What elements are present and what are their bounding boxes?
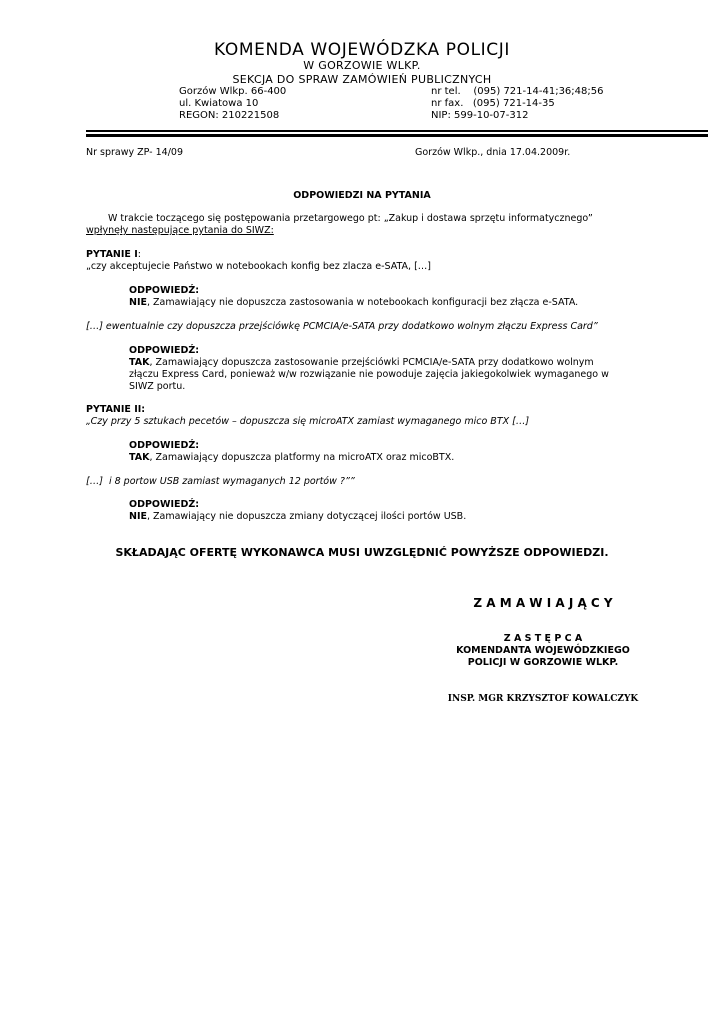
signature-office-line2: POLICJI W GORZOWIE WLKP. [467, 657, 619, 668]
place-date: Gorzów Wlkp., dnia 17.04.2009r. [415, 147, 571, 158]
answer-1-lead: NIE [129, 297, 147, 308]
signature-role: Z A M A W I A J Ą C Y [473, 596, 613, 610]
question-2b-text: […] i 8 portow USB zamiast wymaganych 12 portów ?”” [86, 476, 355, 487]
address-regon: REGON: 210221508 [179, 110, 280, 121]
intro-text: W trakcie toczącego się postępowania przetargowego pt: „Zakup i dostawa sprzętu informatycznego” [108, 213, 593, 224]
address-city: Gorzów Wlkp. 66-400 [179, 86, 287, 97]
answer-2b-lead: NIE [129, 511, 147, 522]
question-1-text: „czy akceptujecie Państwo w notebookach konfig bez zlacza e-SATA, […] [86, 261, 432, 272]
answer-2b-text [129, 511, 466, 523]
answer-2-lead: TAK [129, 452, 150, 463]
answer-2b-label: ODPOWIEDŹ: [129, 499, 200, 510]
document-title: ODPOWIEDZI NA PYTANIA [293, 190, 431, 201]
answer-2-text [129, 452, 454, 464]
institution-section: SEKCJA DO SPRAW ZAMÓWIEŃ PUBLICZNYCH [232, 73, 492, 86]
intro-underlined: wpłynęły następujące pytania do SIWZ: [86, 225, 274, 236]
header-divider-thin [86, 130, 708, 132]
notice: SKŁADAJĄC OFERTĘ WYKONAWCA MUSI UWZGLĘDNIĆ POWYŻSZE ODPOWIEDZI. [115, 546, 609, 559]
question-2-text: „Czy przy 5 sztukach pecetów – dopuszcza się microATX zamiast wymaganego mico BTX […] [86, 416, 530, 427]
signature-name: INSP. MGR KRZYSZTOF KOWALCZYK [447, 694, 639, 704]
case-number: Nr sprawy ZP- 14/09 [86, 147, 184, 158]
question-2-label: PYTANIE II: [86, 404, 146, 415]
question-1-heading [86, 249, 141, 261]
question-1b-text: […] ewentualnie czy dopuszcza przejściówkę PCMCIA/e-SATA przy dodatkowo wolnym złączu Express Card” [86, 321, 598, 332]
answer-1b-line1 [129, 357, 594, 369]
signature-office-line1: KOMENDANTA WOJEWÓDZKIEGO [456, 645, 630, 656]
contact-fax: nr fax. (095) 721-14-35 [431, 98, 555, 109]
answer-1b-line2: złączu Express Card, ponieważ w/w rozwiązanie nie powoduje zajęcia jakiegokolwiek wymaganego w [129, 369, 609, 380]
header-divider-thick [86, 134, 708, 137]
answer-1b-label: ODPOWIEDŹ: [129, 345, 200, 356]
question-1-colon: : [137, 249, 141, 260]
answer-1-label: ODPOWIEDŹ: [129, 285, 200, 296]
contact-phone: nr tel. (095) 721-14-41;36;48;56 [431, 86, 604, 97]
answer-2-body: , Zamawiający dopuszcza platformy na microATX oraz micoBTX. [149, 452, 455, 463]
question-1-label: PYTANIE I [86, 249, 138, 260]
answer-1b-body: , Zamawiający dopuszcza zastosowanie przejściówki PCMCIA/e-SATA przy dodatkowo wolnym [149, 357, 594, 368]
address-street: ul. Kwiatowa 10 [179, 98, 259, 109]
contact-nip: NIP: 599-10-07-312 [431, 110, 529, 121]
answer-2b-body: , Zamawiający nie dopuszcza zmiany dotyczącej ilości portów USB. [146, 511, 467, 522]
answer-1b-lead: TAK [129, 357, 150, 368]
institution-title: KOMENDA WOJEWÓDZKA POLICJI [214, 40, 510, 60]
answer-1b-line3: SIWZ portu. [129, 381, 186, 392]
signature-deputy: Z A S T Ę P C A [503, 633, 583, 644]
answer-2-label: ODPOWIEDŹ: [129, 440, 200, 451]
institution-city: W GORZOWIE WLKP. [303, 59, 421, 72]
answer-1-text [129, 297, 578, 309]
answer-1-body: , Zamawiający nie dopuszcza zastosowania w notebookach konfiguracji bez złącza e-SATA. [146, 297, 579, 308]
